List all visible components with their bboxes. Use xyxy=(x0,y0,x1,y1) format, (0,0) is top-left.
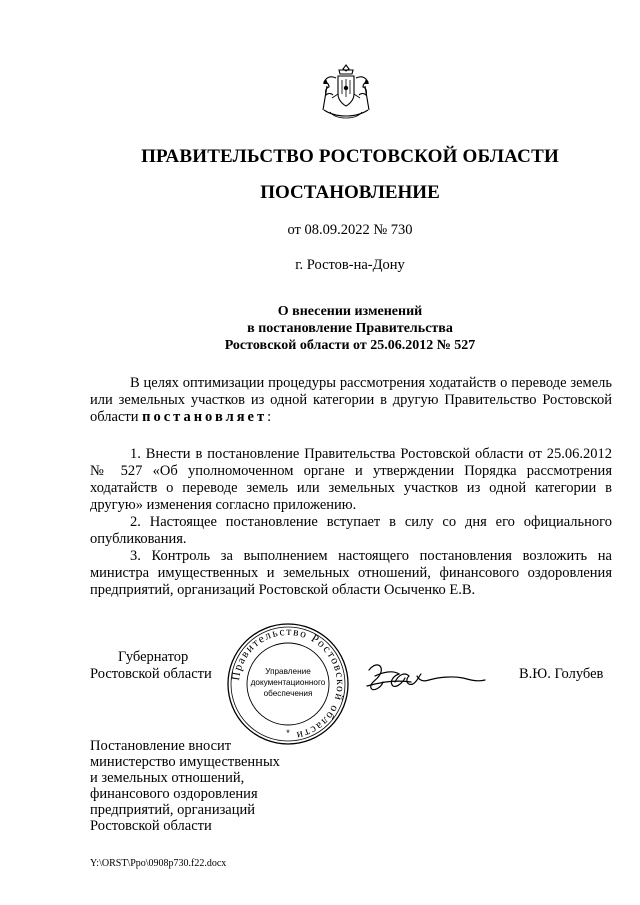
submitter-note-line: Ростовской области xyxy=(90,818,212,834)
submitter-note-line: Постановление вносит xyxy=(90,738,232,754)
decree-word: постановляет xyxy=(142,409,268,425)
document-type: ПОСТАНОВЛЕНИЕ xyxy=(260,182,440,203)
preamble-end: : xyxy=(267,409,272,425)
file-path: Y:\ORST\Ppo\0908p730.f22.docx xyxy=(90,858,227,869)
submitter-note-line: и земельных отношений, xyxy=(90,770,245,786)
seal-outer-text: Правительство Ростовской области xyxy=(229,625,347,742)
resolution-items xyxy=(90,446,612,599)
official-seal-icon xyxy=(226,622,350,746)
document-date-number: от 08.09.2022 № 730 xyxy=(287,222,413,238)
submitter-note-line: министерство имущественных xyxy=(90,754,280,770)
document-subject xyxy=(0,303,640,354)
preamble-text: В целях оптимизации процедуры рассмотрения ходатайств о переводе земель или земельных участков из одной категории в другую Правительство Ростовской области xyxy=(90,375,612,425)
signatory-name: В.Ю. Голубев xyxy=(519,666,604,682)
preamble xyxy=(90,375,612,426)
document-place: г. Ростов-на-Дону xyxy=(295,257,405,273)
submitter-note xyxy=(90,738,280,834)
resolution-item: 1. Внести в постановление Правительства Ростовской области от 25.06.2012 № 527 «Об уполномоченном органе и утверждении Порядка рассмотрения ходатайств о переводе земель или земельных участков из одной категории в другую» изменения согласно приложению. xyxy=(90,446,612,513)
submitter-note-line: финансового оздоровления xyxy=(90,786,258,802)
subject-line: О внесении изменений xyxy=(277,304,423,319)
subject-line: Ростовской области от 25.06.2012 № 527 xyxy=(224,338,476,353)
resolution-item: 3. Контроль за выполнением настоящего постановления возложить на министра имущественных и земельных отношений, финансового оздоровления предприятий, организаций Ростовской области Осыченко Е.В. xyxy=(90,548,612,598)
submitter-note-line: предприятий, организаций xyxy=(90,802,256,818)
resolution-item: 2. Настоящее постановление вступает в силу со дня его официального опубликования. xyxy=(90,514,612,547)
coat-of-arms-icon xyxy=(318,62,374,122)
organization-title: ПРАВИТЕЛЬСТВО РОСТОВСКОЙ ОБЛАСТИ xyxy=(141,146,559,167)
seal-inner-text: обеспечения xyxy=(263,689,313,698)
seal-inner-text: Управление xyxy=(265,667,311,676)
svg-text:*: * xyxy=(286,728,290,738)
signatory-title xyxy=(90,649,212,683)
handwritten-signature-icon xyxy=(365,658,495,698)
signatory-title-line: Ростовской области xyxy=(90,666,212,682)
seal-inner-text: документационного xyxy=(250,678,326,687)
subject-line: в постановление Правительства xyxy=(247,321,453,336)
signatory-title-line: Губернатор xyxy=(118,649,189,665)
